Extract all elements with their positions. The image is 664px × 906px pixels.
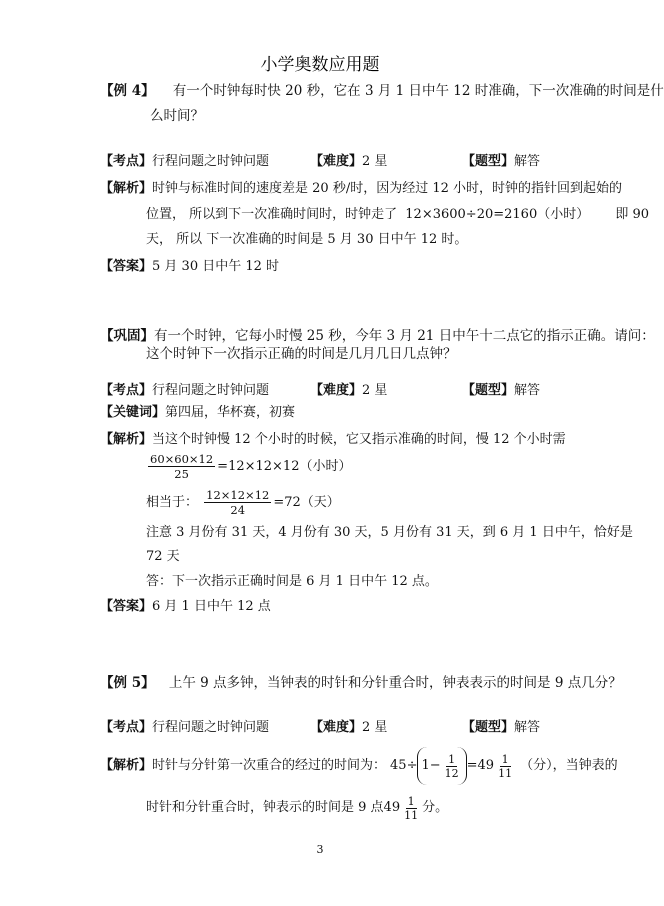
nandu-tag: 【难度】 bbox=[310, 383, 363, 398]
mixed-number bbox=[384, 790, 423, 826]
kaodian-value: 行程问题之时钟问题 bbox=[152, 154, 270, 169]
gonggu-jiexi-line6: 答：下一次指示正确时间是 6 月 1 日中午 12 点。 bbox=[146, 574, 438, 589]
mixed-whole: 49 bbox=[383, 800, 401, 815]
fraction-denominator: 11 bbox=[404, 808, 419, 822]
daan-tag: 【答案】 bbox=[100, 599, 153, 614]
fraction-denominator: 11 bbox=[498, 766, 513, 780]
fraction-numerator: 1 bbox=[407, 794, 415, 808]
formula-result: =72（天） bbox=[273, 495, 340, 510]
ex4-question-line2: 么时间？ bbox=[150, 108, 204, 124]
nandu-tag: 【难度】 bbox=[310, 154, 363, 169]
daan-value: 6 月 1 日中午 12 点 bbox=[152, 599, 271, 614]
daan-value: 5 月 30 日中午 12 时 bbox=[152, 259, 280, 274]
gonggu-question-line2: 这个时钟下一次指示正确的时间是几月几日几点钟？ bbox=[146, 346, 457, 362]
ex4-meta-tixing bbox=[462, 153, 540, 171]
kaodian-tag: 【考点】 bbox=[100, 383, 153, 398]
jiexi-text: 时针与分针第一次重合的经过的时间为： bbox=[152, 758, 387, 773]
keyword-tag: 【关键词】 bbox=[100, 405, 166, 420]
ex4-jiexi-line1 bbox=[100, 180, 622, 198]
gonggu-formula2 bbox=[146, 488, 340, 518]
kaodian-tag: 【考点】 bbox=[100, 720, 153, 735]
formula-result: =12×12×12（小时） bbox=[217, 459, 352, 474]
jiexi-tag: 【解析】 bbox=[100, 181, 153, 196]
jiexi-text: 时针和分针重合时，钟表示的时间是 9 点 bbox=[146, 800, 384, 815]
gonggu-question-line1 bbox=[100, 327, 655, 345]
ex5-jiexi-line2 bbox=[146, 790, 448, 826]
ex4-meta-kaodian bbox=[100, 153, 269, 171]
jiexi-formula: 12×3600÷20=2160（小时） bbox=[405, 207, 590, 222]
fraction bbox=[148, 452, 215, 481]
kaodian-tag: 【考点】 bbox=[100, 154, 153, 169]
page-number: 3 bbox=[316, 843, 324, 856]
ex5-meta-tixing bbox=[462, 719, 540, 737]
math-expr: 1− bbox=[421, 758, 441, 773]
nandu-tag: 【难度】 bbox=[310, 720, 363, 735]
ex5-meta-nandu bbox=[310, 719, 387, 737]
ex4-question-line1 bbox=[100, 82, 664, 100]
jiexi-text: 即 90 bbox=[615, 207, 650, 222]
ex4-jiexi-line3: 天， 所以 下一次准确的时间是 5 月 30 日中午 12 时。 bbox=[146, 232, 468, 247]
jiexi-text: 时钟与标准时间的速度差是 20 秒/时，因为经过 12 小时，时钟的指针回到起始的 bbox=[152, 181, 623, 196]
gonggu-meta-tixing bbox=[462, 382, 540, 400]
gonggu-answer bbox=[100, 598, 271, 616]
ex5-tag: 【例 5】 bbox=[100, 675, 155, 691]
fraction bbox=[204, 488, 271, 517]
gonggu-tag: 【巩固】 bbox=[100, 328, 154, 344]
gonggu-keywords bbox=[100, 404, 295, 422]
kaodian-value: 行程问题之时钟问题 bbox=[152, 720, 270, 735]
ex5-question-line1 bbox=[100, 674, 622, 692]
gonggu-question-text1: 有一个时钟，它每小时慢 25 秒，今年 3 月 21 日中午十二点它的指示正确。请问： bbox=[154, 328, 655, 344]
gonggu-jiexi-line4: 注意 3 月份有 31 天，4 月份有 30 天，5 月份有 31 天，到 6 月 1 日中午，恰好是 bbox=[146, 525, 633, 540]
fraction-denominator: 12 bbox=[444, 766, 459, 780]
tixing-value: 解答 bbox=[514, 720, 541, 735]
fraction-numerator: 60×60×12 bbox=[150, 452, 214, 466]
math-expr: 45÷ bbox=[390, 758, 418, 773]
tixing-tag: 【题型】 bbox=[462, 720, 515, 735]
gonggu-jiexi-line1 bbox=[100, 431, 566, 449]
gonggu-jiexi-line5: 72 天 bbox=[146, 549, 180, 564]
fraction-numerator: 1 bbox=[501, 752, 509, 766]
jiexi-tag: 【解析】 bbox=[100, 758, 153, 773]
jiexi-text: 位置， 所以到下一次准确时间时，时钟走了 bbox=[146, 207, 398, 222]
daan-tag: 【答案】 bbox=[100, 259, 153, 274]
ex4-tag: 【例 4】 bbox=[100, 83, 155, 99]
math-expr: =49 bbox=[466, 758, 495, 773]
jiexi-text: 当这个时钟慢 12 个小时的时候，它又指示准确的时间，慢 12 个小时需 bbox=[152, 432, 566, 447]
tixing-tag: 【题型】 bbox=[462, 383, 515, 398]
ex5-meta-kaodian bbox=[100, 719, 269, 737]
page-title: 小学奥数应用题 bbox=[260, 55, 380, 75]
gonggu-formula1 bbox=[146, 452, 351, 482]
nandu-value: 2 星 bbox=[362, 720, 388, 735]
jiexi-tag: 【解析】 bbox=[100, 432, 153, 447]
tixing-value: 解答 bbox=[514, 383, 541, 398]
ex4-meta-nandu bbox=[310, 153, 387, 171]
tixing-tag: 【题型】 bbox=[462, 154, 515, 169]
fraction bbox=[496, 753, 514, 780]
ex5-jiexi-line1 bbox=[100, 746, 618, 786]
fraction-numerator: 1 bbox=[448, 752, 456, 766]
fraction bbox=[443, 753, 461, 780]
tixing-value: 解答 bbox=[514, 154, 541, 169]
nandu-value: 2 星 bbox=[362, 383, 388, 398]
ex4-jiexi-line2 bbox=[146, 206, 649, 224]
fraction-denominator: 24 bbox=[230, 503, 246, 517]
jiexi-text: 分。 bbox=[422, 800, 449, 815]
gonggu-meta-kaodian bbox=[100, 382, 269, 400]
gonggu-meta-nandu bbox=[310, 382, 387, 400]
ex4-answer bbox=[100, 258, 279, 276]
kaodian-value: 行程问题之时钟问题 bbox=[152, 383, 270, 398]
fraction-numerator: 12×12×12 bbox=[206, 488, 270, 502]
math-parentheses bbox=[417, 747, 466, 785]
ex4-question-text1: 有一个时钟每时快 20 秒，它在 3 月 1 日中午 12 时准确，下一次准确的时间是什 bbox=[172, 83, 664, 99]
fraction-denominator: 25 bbox=[174, 467, 189, 481]
jiexi-text: （分），当钟表的 bbox=[520, 758, 618, 773]
keyword-value: 第四届，华杯赛，初赛 bbox=[165, 405, 296, 420]
jiexi-text: 相当于： bbox=[146, 495, 199, 510]
nandu-value: 2 星 bbox=[362, 154, 388, 169]
fraction bbox=[402, 795, 420, 822]
ex5-question-text1: 上午 9 点多钟，当钟表的时针和分针重合时，钟表表示的时间是 9 点几分？ bbox=[168, 675, 622, 691]
